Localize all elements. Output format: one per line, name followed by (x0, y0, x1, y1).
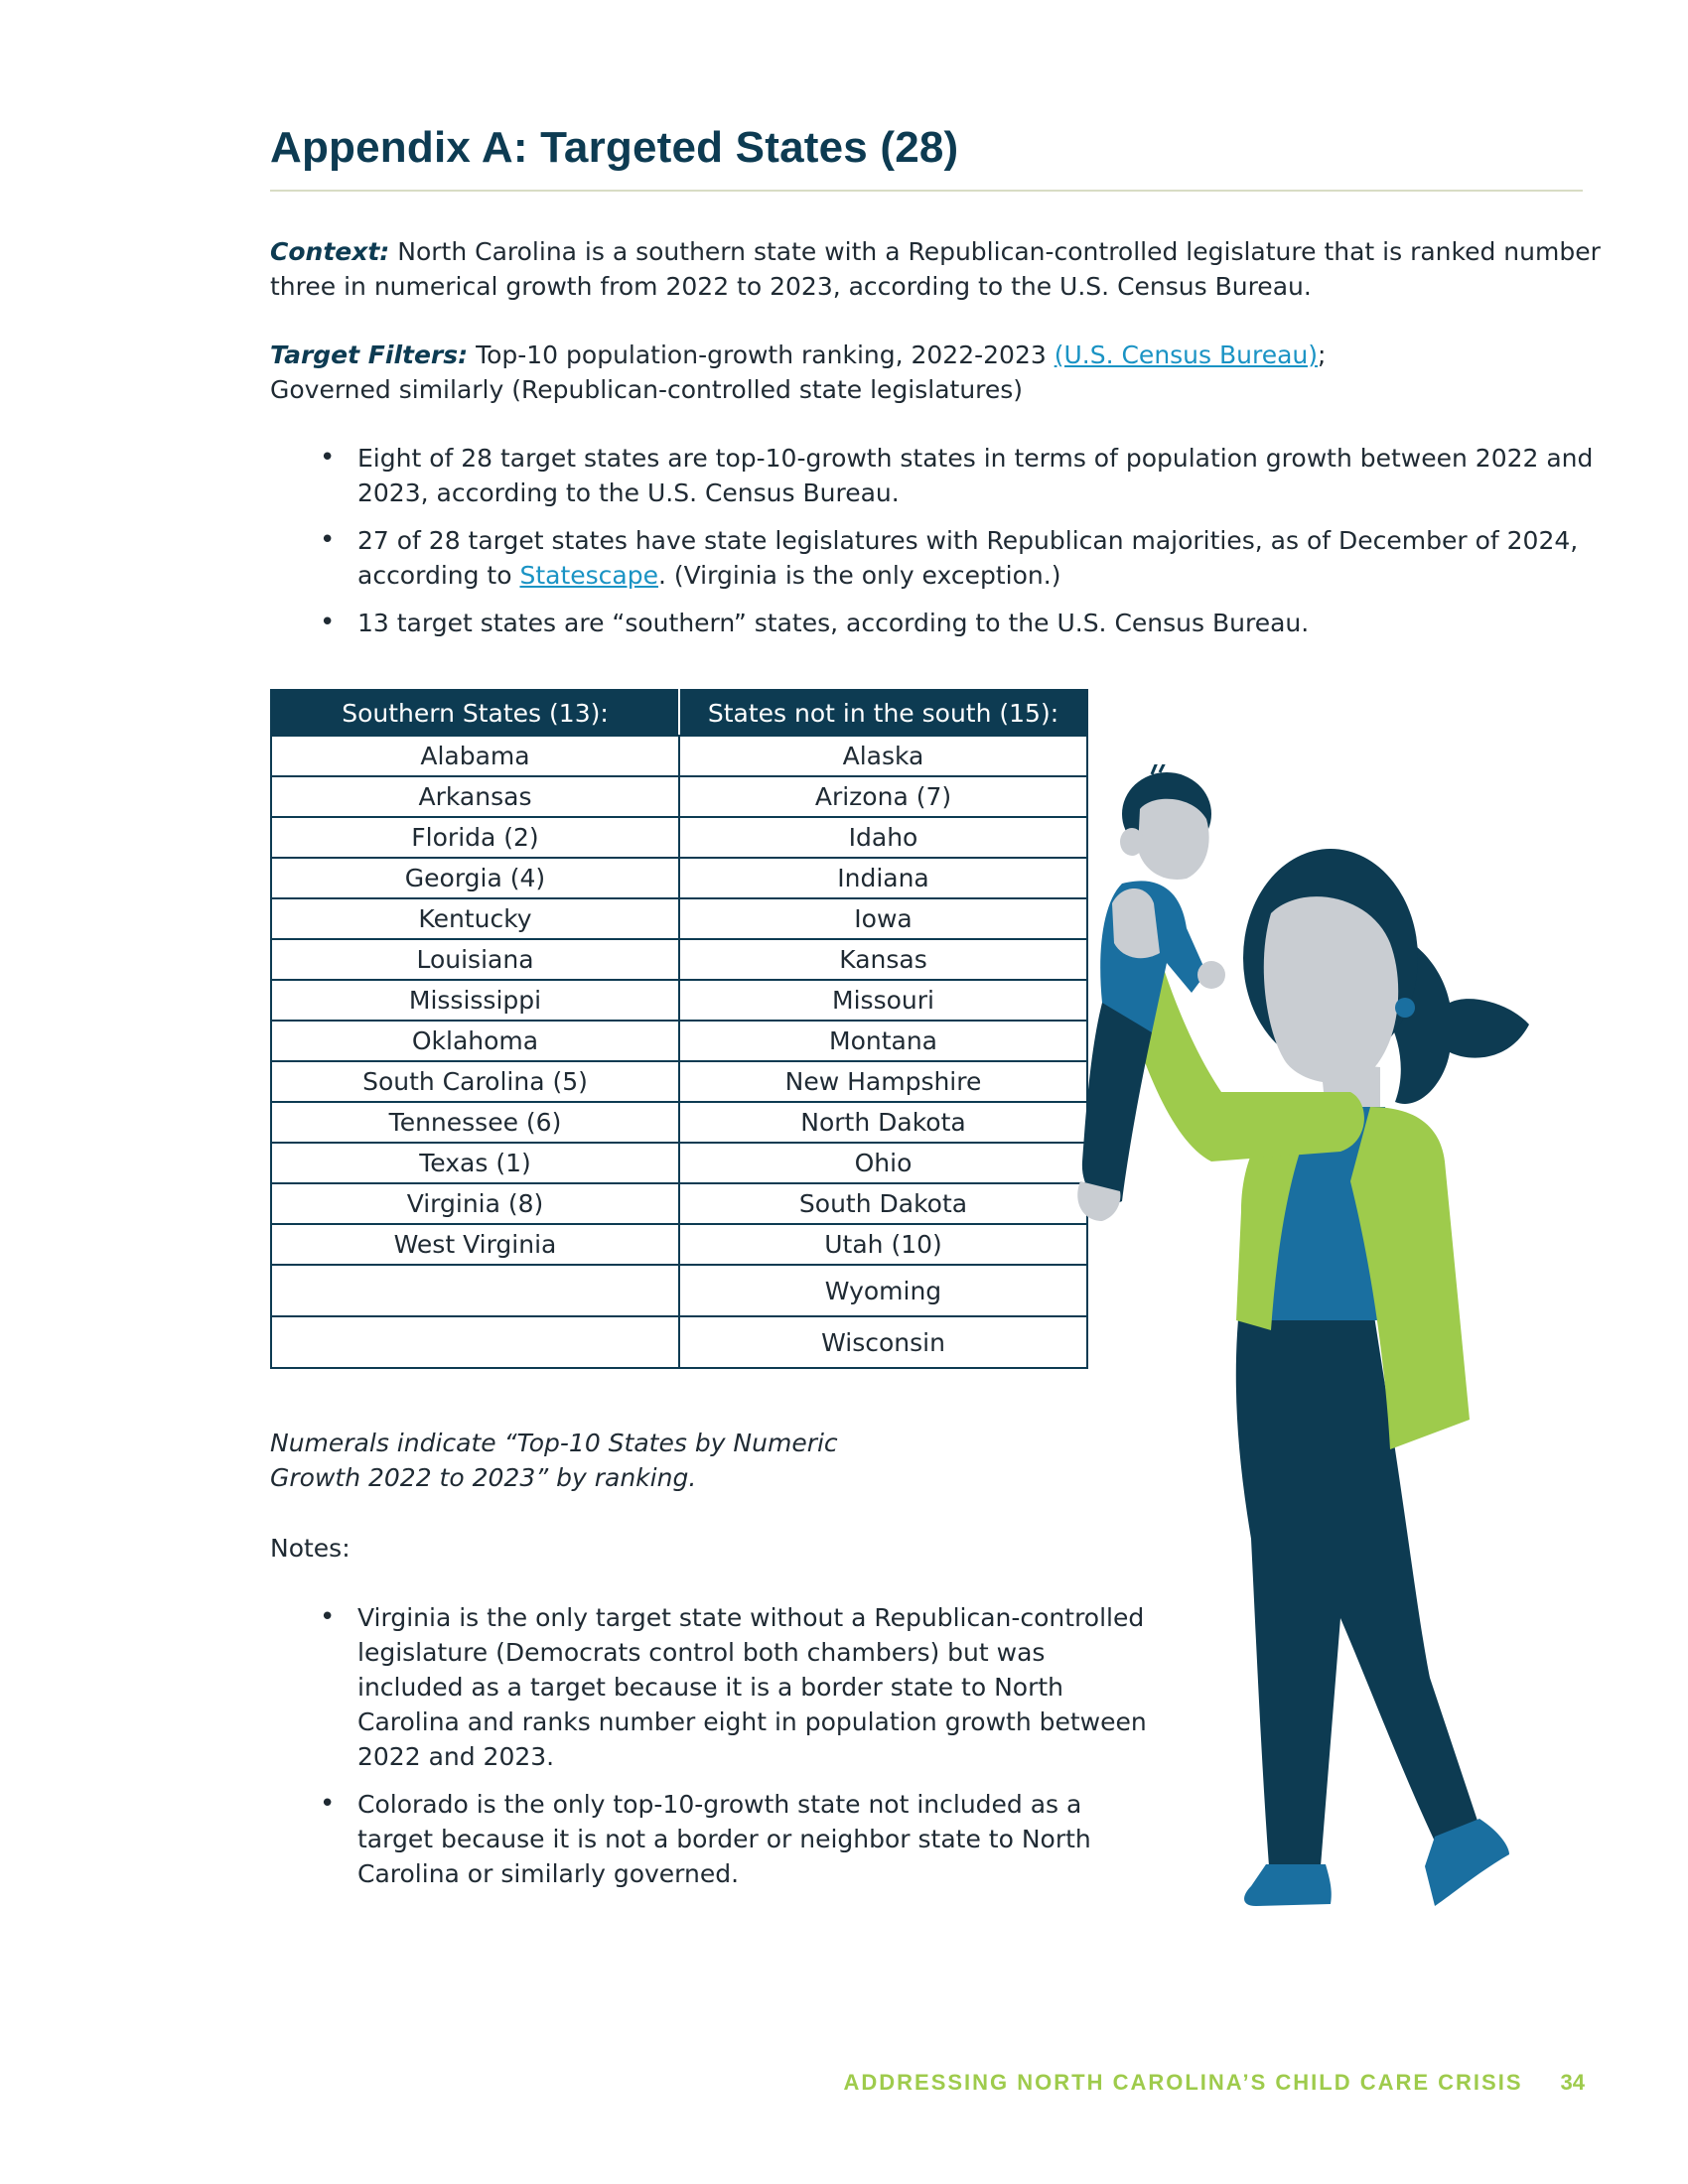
southern-state-cell: Georgia (4) (271, 858, 679, 898)
mother-face-icon (1264, 896, 1398, 1083)
southern-state-cell: West Virginia (271, 1224, 679, 1265)
mother-holding-child-illustration (1043, 764, 1599, 1995)
non-southern-state-cell: Indiana (679, 858, 1087, 898)
header-non-southern-states: States not in the south (15): (679, 690, 1087, 736)
non-southern-state-cell: North Dakota (679, 1102, 1087, 1143)
table-row (271, 1102, 1087, 1143)
target-filters-paragraph (270, 338, 1601, 407)
non-southern-state-cell: Idaho (679, 817, 1087, 858)
target-filters-text: Top-10 population-growth ranking, 2022-2023 (468, 341, 1055, 369)
bullet-southern-states: • 13 target states are “southern” states, according to the U.S. Census Bureau. (270, 606, 1601, 640)
table-row (271, 1265, 1087, 1316)
note-colorado: • Colorado is the only top-10-growth state not included as a target because it is not a border or neighbor state to North Carolina or similarly governed. (270, 1787, 1152, 1891)
non-southern-state-cell: South Dakota (679, 1183, 1087, 1224)
southern-state-cell: Oklahoma (271, 1021, 679, 1061)
table-row (271, 1021, 1087, 1061)
child-hand-icon (1197, 961, 1225, 989)
bullet-republican-majorities (270, 523, 1601, 593)
note-virginia: • Virginia is the only target state without a Republican-controlled legislature (Democrats control both chambers) but was included as a target because it is a border state to North Carolina and ranks number eight in population growth between 2022 and 2023. (270, 1600, 1152, 1774)
non-southern-state-cell: Montana (679, 1021, 1087, 1061)
page-title: Appendix A: Targeted States (28) (270, 123, 959, 172)
child-face-icon (1138, 799, 1209, 880)
non-southern-state-cell: Kansas (679, 939, 1087, 980)
table-row (271, 1143, 1087, 1183)
table-row (271, 776, 1087, 817)
target-filters-label: Target Filters: (270, 341, 469, 369)
southern-state-cell: Arkansas (271, 776, 679, 817)
context-paragraph (270, 234, 1601, 304)
southern-state-cell: Mississippi (271, 980, 679, 1021)
non-southern-state-cell: Arizona (7) (679, 776, 1087, 817)
southern-state-cell: Louisiana (271, 939, 679, 980)
child-ear-icon (1120, 828, 1144, 856)
non-southern-state-cell: Iowa (679, 898, 1087, 939)
census-bureau-link[interactable]: (U.S. Census Bureau) (1054, 341, 1319, 369)
context-text: North Carolina is a southern state with a Republican-controlled legislature that is ranked number three in numerical growth from 2022 to 2023, according to the U.S. Census Bureau. (270, 237, 1601, 301)
table-header-row (271, 690, 1087, 736)
bullet-growth-states: • Eight of 28 target states are top-10-growth states in terms of population growth between 2022 and 2023, according to the U.S. Census Bureau. (270, 441, 1601, 510)
table-row (271, 1061, 1087, 1102)
non-southern-state-cell: Alaska (679, 736, 1087, 776)
notes-heading: Notes: (270, 1534, 351, 1563)
non-southern-state-cell: Ohio (679, 1143, 1087, 1183)
southern-state-cell: Kentucky (271, 898, 679, 939)
table-row (271, 1183, 1087, 1224)
page-number: 34 (1560, 2070, 1585, 2095)
table-row (271, 980, 1087, 1021)
southern-state-cell: Alabama (271, 736, 679, 776)
table-row (271, 1224, 1087, 1265)
table-row (271, 939, 1087, 980)
header-southern-states: Southern States (13): (271, 690, 679, 736)
footer-title: ADDRESSING NORTH CAROLINA’S CHILD CARE CRISIS (843, 2070, 1523, 2095)
target-filters-line2: Governed similarly (Republican-controlled state legislatures) (270, 375, 1024, 404)
southern-state-cell (271, 1316, 679, 1368)
child-legs-icon (1082, 1003, 1152, 1204)
title-divider (270, 190, 1583, 192)
table-row (271, 817, 1087, 858)
southern-state-cell: South Carolina (5) (271, 1061, 679, 1102)
table-row (271, 1316, 1087, 1368)
bullet-republican-text-end: . (Virginia is the only exception.) (657, 561, 1061, 590)
southern-state-cell: Virginia (8) (271, 1183, 679, 1224)
statescape-link[interactable]: Statescape (519, 561, 658, 590)
table-caption: Numerals indicate “Top-10 States by Numeric Growth 2022 to 2023” by ranking. (270, 1429, 838, 1492)
target-bullets (270, 441, 1601, 640)
table-row (271, 858, 1087, 898)
non-southern-state-cell: Wyoming (679, 1265, 1087, 1316)
non-southern-state-cell: New Hampshire (679, 1061, 1087, 1102)
earring-icon (1395, 998, 1415, 1018)
bullet-republican-text: 27 of 28 target states have state legislatures with Republican majorities, as of December of 2024, according to (357, 526, 1579, 590)
table-row (271, 736, 1087, 776)
shoe-icon (1244, 1864, 1332, 1906)
non-southern-state-cell: Utah (10) (679, 1224, 1087, 1265)
states-table (270, 689, 1088, 1369)
non-southern-state-cell: Wisconsin (679, 1316, 1087, 1368)
target-filters-semicolon: ; (1318, 341, 1327, 369)
southern-state-cell: Texas (1) (271, 1143, 679, 1183)
southern-state-cell: Tennessee (6) (271, 1102, 679, 1143)
non-southern-state-cell: Missouri (679, 980, 1087, 1021)
southern-state-cell: Florida (2) (271, 817, 679, 858)
southern-state-cell (271, 1265, 679, 1316)
context-label: Context: (270, 237, 390, 266)
table-row (271, 898, 1087, 939)
page-footer (843, 2070, 1585, 2096)
